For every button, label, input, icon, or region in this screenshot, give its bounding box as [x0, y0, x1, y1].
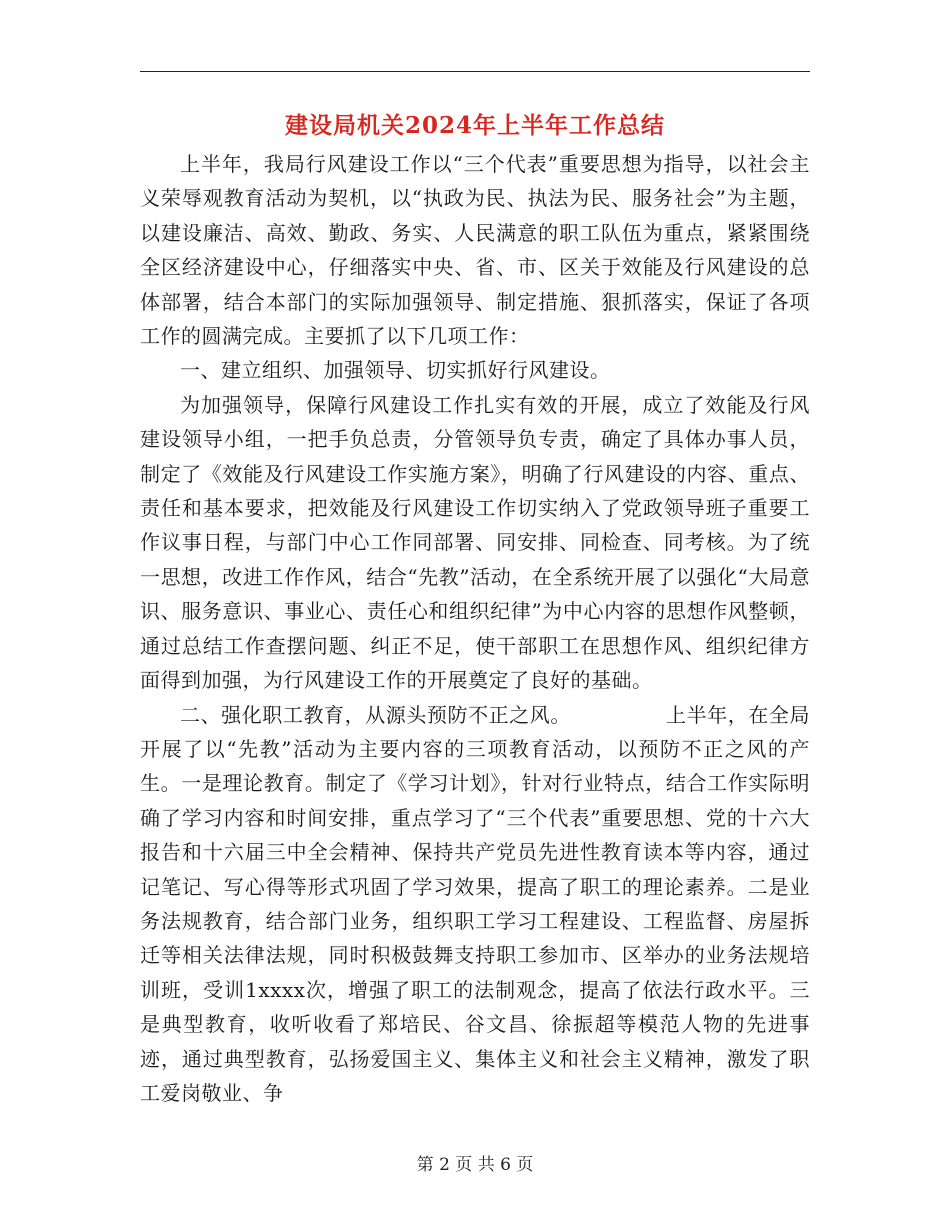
- section-heading-1: 一、建立组织、加强领导、切实抓好行风建设。: [180, 358, 611, 383]
- document-body: [140, 147, 810, 1110]
- header-rule: [140, 71, 810, 72]
- section-2-body: 上半年，在全局开展了以“先教”活动为主要内容的三项教育活动，以预防不正之风的产生。一是理论教育。制定了《学习计划》，针对行业特点，结合工作实际明确了学习内容和时间安排，重点学习了“三个代表”重要思想、党的十六大报告和十六届三中全会精神、保持共产党员先进性教育读本等内容，通过记笔记、写心得等形式巩固了学习效果，提高了职工的理论素养。二是业务法规教育，结合部门业务，组织职工学习工程建设、工程监督、房屋拆迁等相关法律法规，同时积极鼓舞支持职工参加市、区举办的业务法规培训班，受训1xxxx次，增强了职工的法制观念，提高了依法行政水平。三是典型教育，收听收看了郑培民、谷文昌、徐振超等模范人物的先进事迹，通过典型教育，弘扬爱国主义、集体主义和社会主义精神，激发了职工爱岗敬业、争: [140, 702, 811, 1105]
- page-footer: 第 2 页 共 6 页: [416, 1155, 534, 1175]
- paragraph-intro: 上半年，我局行风建设工作以“三个代表”重要思想为指导，以社会主义荣辱观教育活动为契机，以“执政为民、执法为民、服务社会”为主题，以建设廉洁、高效、勤政、务实、人民满意的职工队伍为重点，紧紧围绕全区经济建设中心，仔细落实中央、省、市、区关于效能及行风建设的总体部署，结合本部门的实际加强领导、制定措施、狠抓落实，保证了各项工作的圆满完成。主要抓了以下几项工作：: [140, 152, 810, 349]
- section-heading-2: 二、强化职工教育，从源头预防不正之风。: [180, 702, 571, 727]
- document-title: 建设局机关2024年上半年工作总结: [284, 112, 665, 139]
- paragraph-section-2: [140, 698, 810, 1111]
- paragraph-section-1: 为加强领导，保障行风建设工作扎实有效的开展，成立了效能及行风建设领导小组，一把手负总责，分管领导负专责，确定了具体办事人员，制定了《效能及行风建设工作实施方案》，明确了行风建设的内容、重点、责任和基本要求，把效能及行风建设工作切实纳入了党政领导班子重要工作议事日程，与部门中心工作同部署、同安排、同检查、同考核。为了统一思想，改进工作作风，结合“先教”活动，在全系统开展了以强化“大局意识、服务意识、事业心、责任心和组织纪律”为中心内容的思想作风整顿，通过总结工作查摆问题、纠正不足，使干部职工在思想作风、组织纪律方面得到加强，为行风建设工作的开展奠定了良好的基础。: [140, 392, 810, 693]
